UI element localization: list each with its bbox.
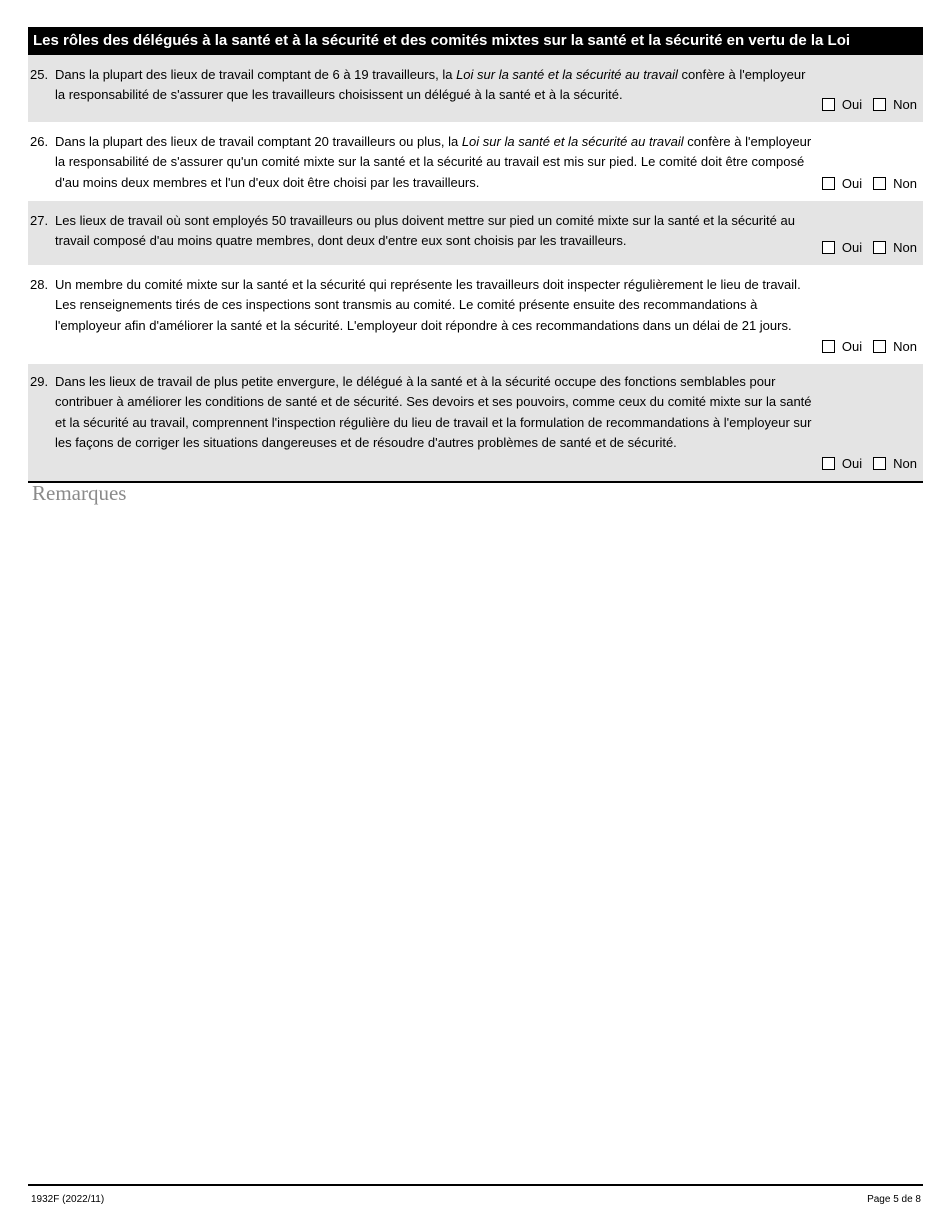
section-divider <box>28 481 923 483</box>
answer-yes[interactable] <box>822 95 862 115</box>
checkbox-no[interactable] <box>873 98 886 111</box>
question-text <box>55 65 815 106</box>
checkbox-no[interactable] <box>873 177 886 190</box>
no-label: Non <box>893 175 917 191</box>
answer-no[interactable] <box>873 454 917 474</box>
checkbox-no[interactable] <box>873 457 886 470</box>
yes-label: Oui <box>841 455 863 471</box>
answer-no[interactable] <box>873 238 917 258</box>
question-number: 28. <box>30 277 49 292</box>
answer-no[interactable] <box>873 337 917 357</box>
question-number: 29. <box>30 374 49 389</box>
form-code: 1932F (2022/11) <box>31 1194 105 1205</box>
law-title: Loi sur la santé et la sécurité au travail <box>456 67 678 82</box>
answer-group <box>815 95 917 116</box>
question-text: Les lieux de travail où sont employés 50 travailleurs ou plus doivent mettre sur pied un comité mixte sur la santé et la sécurité au travail composé d'au moins quatre membres, dont deux d'entre eux sont choisis par les travailleurs. <box>55 213 795 249</box>
question-row <box>28 265 923 364</box>
question-number: 27. <box>30 213 49 228</box>
law-title: Loi sur la santé et la sécurité au travail <box>461 134 684 149</box>
question-row <box>28 201 923 265</box>
answer-yes[interactable] <box>822 337 862 357</box>
checkbox-no[interactable] <box>873 241 886 254</box>
question-text-part: Dans la plupart des lieux de travail comptant 20 travailleurs ou plus, la <box>55 134 462 149</box>
checkbox-yes[interactable] <box>822 340 835 353</box>
question-row <box>28 55 923 122</box>
page-number: Page 5 de 8 <box>867 1194 921 1205</box>
question-number: 25. <box>30 67 49 82</box>
question-row <box>28 122 923 201</box>
answer-group <box>815 174 917 195</box>
remarks-label: Remarques <box>32 481 127 505</box>
checkbox-yes[interactable] <box>822 457 835 470</box>
checkbox-yes[interactable] <box>822 241 835 254</box>
question-text-part: Dans la plupart des lieux de travail comptant de 6 à 19 travailleurs, la <box>55 67 457 82</box>
yes-label: Oui <box>841 239 863 255</box>
no-label: Non <box>893 338 917 354</box>
checkbox-no[interactable] <box>873 340 886 353</box>
answer-yes[interactable] <box>822 454 862 474</box>
question-text-part: confère à l'employeur la responsabilité de s'assurer que les travailleurs choisissent un délégué à la santé et à la sécurité. <box>55 67 806 103</box>
question-row <box>28 364 923 481</box>
no-label: Non <box>893 239 917 255</box>
question-text-part: confère à l'employeur la responsabilité de s'assurer qu'un comité mixte sur la santé et la sécurité au travail est mis sur pied. Le comité doit être composé d'au moins deux membres et l'un d'eux doit être choisi par les travailleurs. <box>55 134 812 190</box>
footer-divider <box>28 1184 923 1186</box>
question-text: Dans les lieux de travail de plus petite envergure, le délégué à la santé et à la sécurité occupe des fonctions semblables pour contribuer à améliorer les conditions de santé et de sécurité. Ses devoirs et ses pouvoirs, comme ceux du comité mixte sur la santé et la sécurité au travail, comprennent l'inspection régulière du lieu de travail et la formulation de recommandations à l'employeur sur les façons de corriger les situations dangereuses et de résoudre d'autres problèmes de santé et de sécurité. <box>55 374 812 451</box>
answer-no[interactable] <box>873 174 917 194</box>
answer-group <box>815 337 917 358</box>
checkbox-yes[interactable] <box>822 177 835 190</box>
question-text: Un membre du comité mixte sur la santé et la sécurité qui représente les travailleurs doit inspecter régulièrement le lieu de travail. Les renseignements tirés de ces inspections sont transmis au comité. Le comité présente ensuite des recommandations à l'employeur afin d'améliorer la santé et la sécurité. L'employeur doit répondre à ces recommandations dans un délai de 21 jours. <box>55 277 801 333</box>
answer-group <box>815 238 917 259</box>
no-label: Non <box>893 96 917 112</box>
question-text <box>55 132 815 193</box>
answer-group <box>815 454 917 475</box>
yes-label: Oui <box>841 338 863 354</box>
roles-section <box>28 27 923 483</box>
yes-label: Oui <box>841 175 863 191</box>
answer-yes[interactable] <box>822 238 862 258</box>
question-number: 26. <box>30 134 49 149</box>
answer-yes[interactable] <box>822 174 862 194</box>
yes-label: Oui <box>841 96 863 112</box>
no-label: Non <box>893 455 917 471</box>
answer-no[interactable] <box>873 95 917 115</box>
checkbox-yes[interactable] <box>822 98 835 111</box>
section-title: Les rôles des délégués à la santé et à la sécurité et des comités mixtes sur la santé et la sécurité en vertu de la Loi <box>28 27 923 55</box>
